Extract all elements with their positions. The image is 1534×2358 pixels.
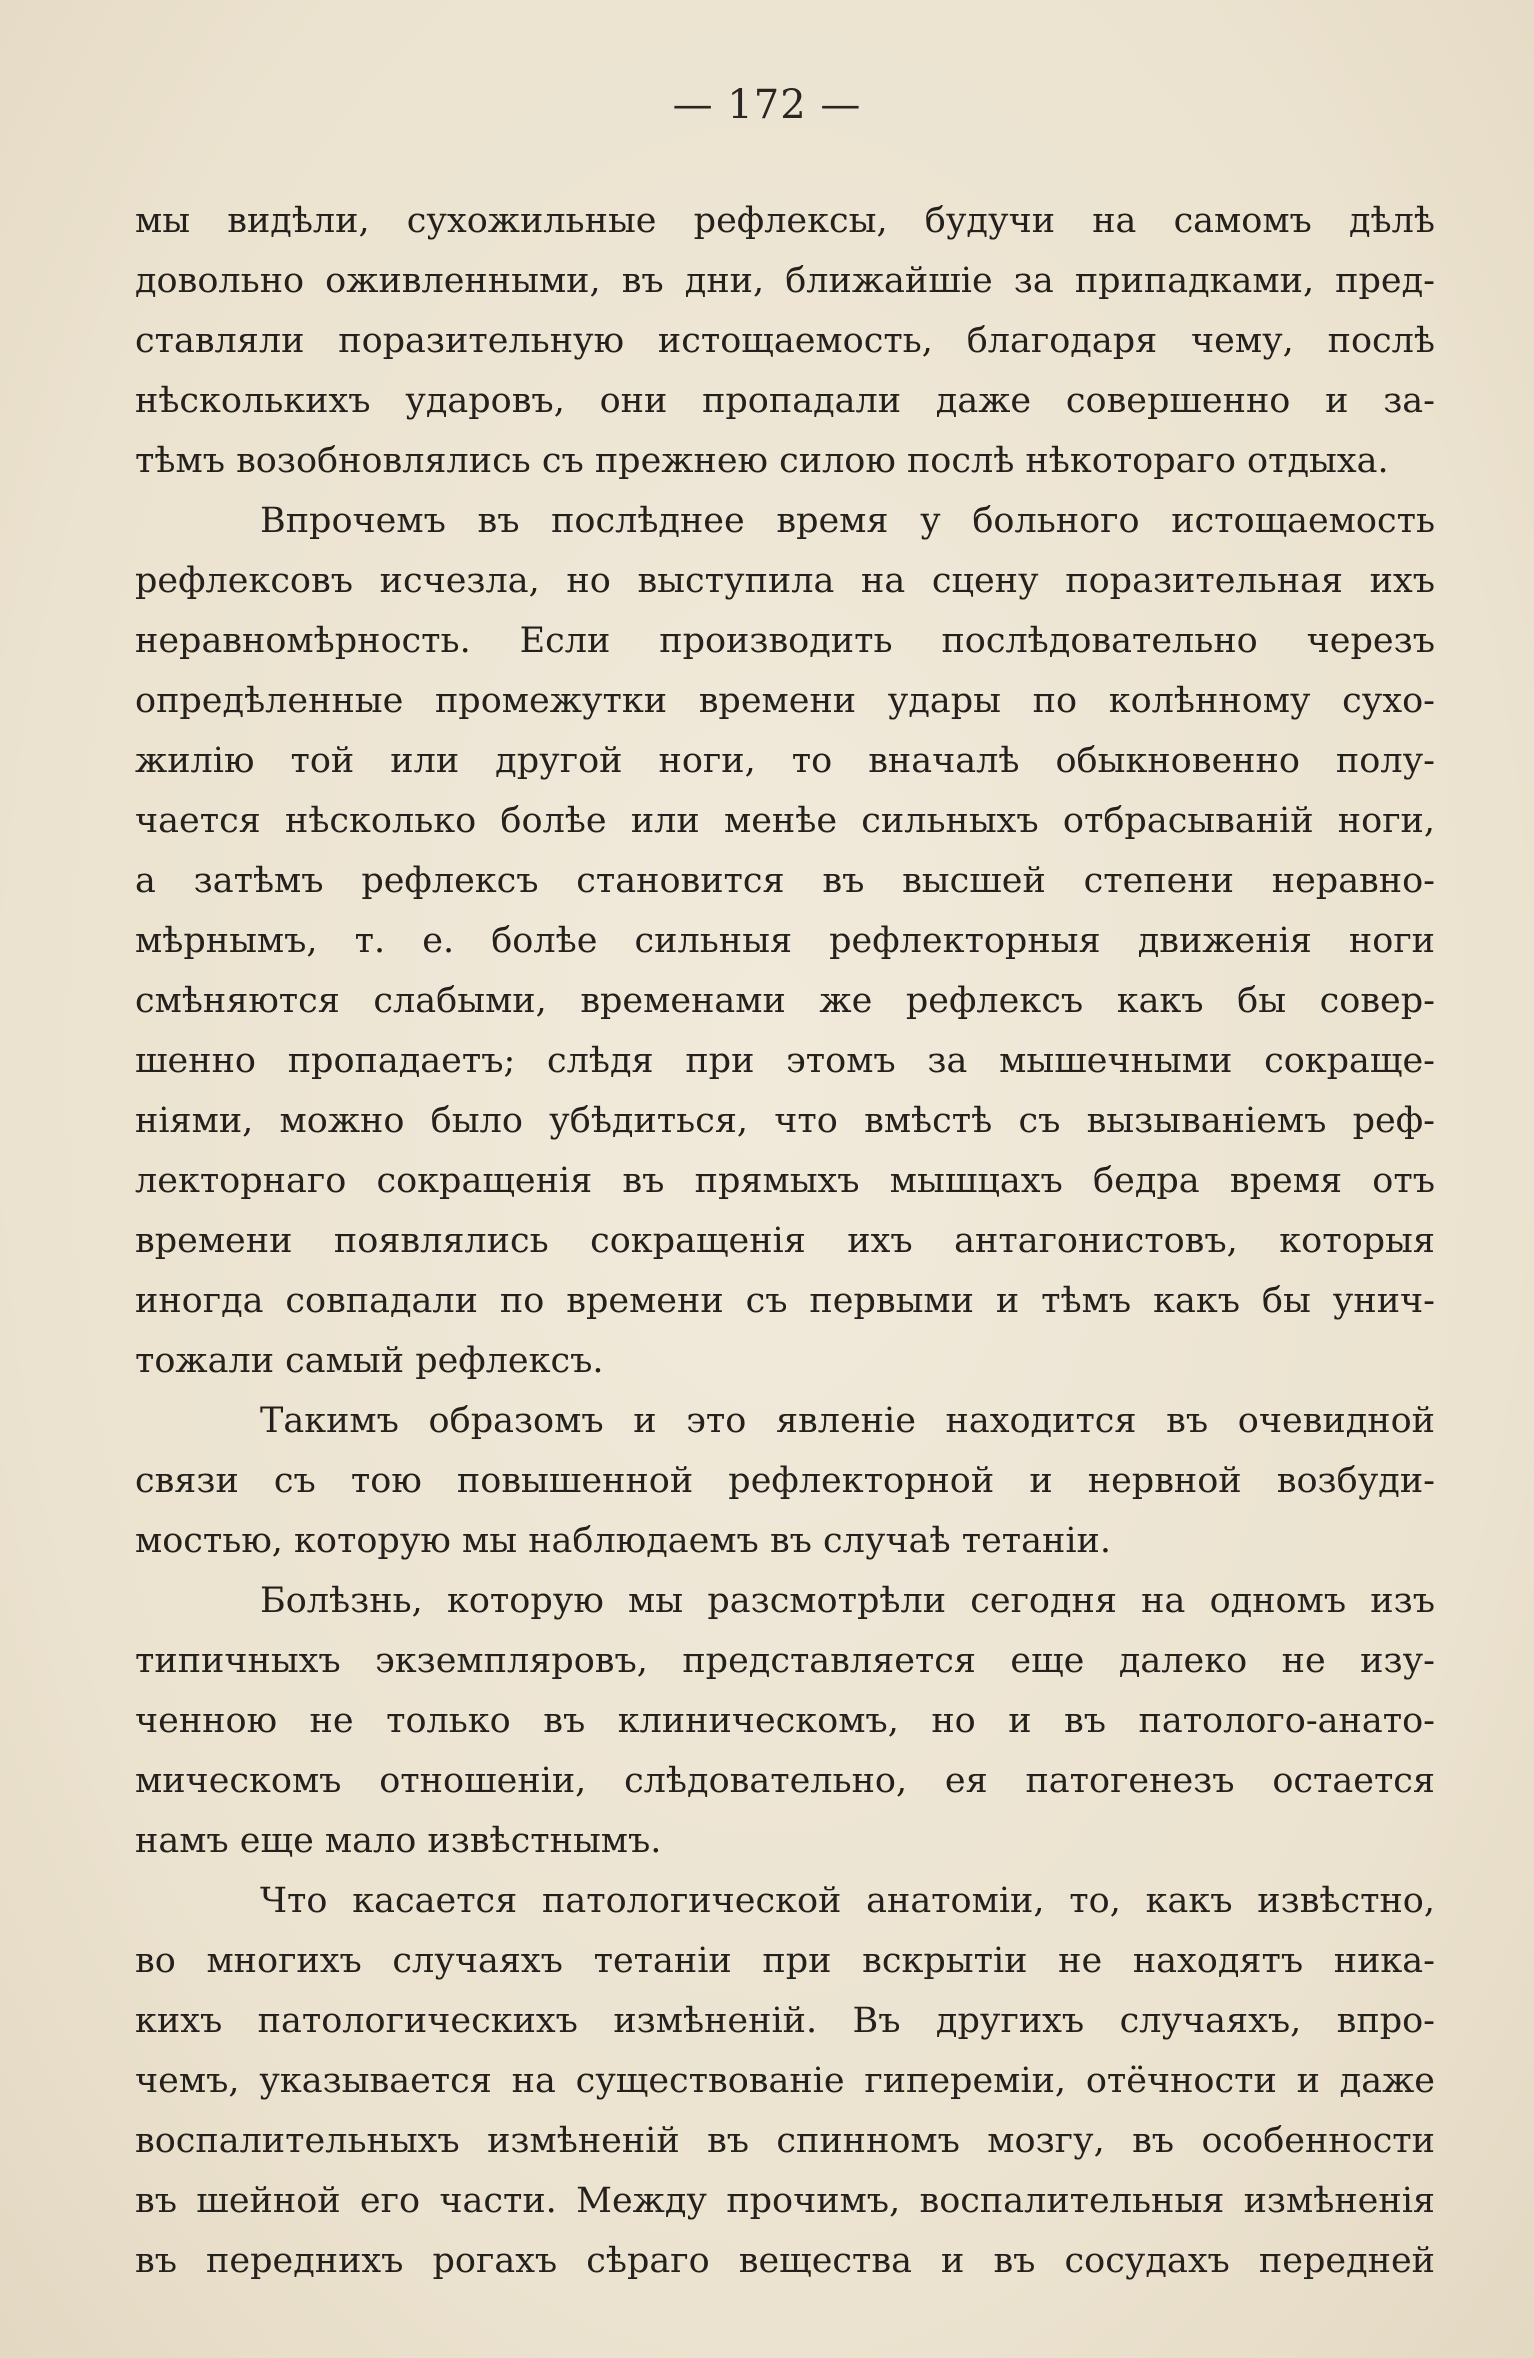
text-line: ченною не только въ клиническомъ, но и въ патолого-анато- [135,1701,1435,1741]
text-line: связи съ тою повышенной рефлекторной и нервной возбуди- [135,1461,1435,1501]
text-line: а затѣмъ рефлексъ становится въ высшей степени неравно- [135,861,1435,901]
text-line: лекторнаго сокращенія въ прямыхъ мышцахъ бедра время отъ [135,1161,1435,1201]
text-line: довольно оживленными, въ дни, ближайшіе за припадками, пред- [135,261,1435,301]
text-line: Что касается патологической анатоміи, то, какъ извѣстно, [260,1881,1435,1921]
text-line: тѣмъ возобновлялись съ прежнею силою послѣ нѣкотораго отдыха. [135,441,1389,481]
text-line: чемъ, указывается на существованіе гипереміи, отёчности и даже [135,2061,1435,2101]
text-line: мическомъ отношеніи, слѣдовательно, ея патогенезъ остается [135,1761,1435,1801]
text-line: смѣняются слабыми, временами же рефлексъ какъ бы совер- [135,981,1435,1021]
text-line: чается нѣсколько болѣе или менѣе сильныхъ отбрасываній ноги, [135,801,1435,841]
text-line: ставляли поразительную истощаемость, благодаря чему, послѣ [135,321,1435,361]
text-line: ніями, можно было убѣдиться, что вмѣстѣ съ вызываніемъ реф- [135,1101,1435,1141]
text-line: въ шейной его части. Между прочимъ, воспалительныя измѣненія [135,2181,1435,2221]
text-line: намъ еще мало извѣстнымъ. [135,1821,662,1861]
text-line: жилію той или другой ноги, то вначалѣ обыкновенно полу- [135,741,1435,781]
text-line: мостью, которую мы наблюдаемъ въ случаѣ тетаніи. [135,1521,1111,1561]
text-line: типичныхъ экземпляровъ, представляется еще далеко не изу- [135,1641,1435,1681]
text-line: во многихъ случаяхъ тетаніи при вскрытіи не находятъ ника- [135,1941,1435,1981]
text-line: мѣрнымъ, т. е. болѣе сильныя рефлекторныя движенія ноги [135,921,1435,961]
text-line: неравномѣрность. Если производить послѣдовательно черезъ [135,621,1435,661]
text-line: опредѣленные промежутки времени удары по колѣнному сухо- [135,681,1435,721]
text-line: воспалительныхъ измѣненій въ спинномъ мозгу, въ особенности [135,2121,1435,2161]
text-line: времени появлялись сокращенія ихъ антагонистовъ, которыя [135,1221,1435,1261]
text-line: тожали самый рефлексъ. [135,1341,604,1381]
text-line: нѣсколькихъ ударовъ, они пропадали даже совершенно и за- [135,381,1435,421]
text-line: шенно пропадаетъ; слѣдя при этомъ за мышечными сокраще- [135,1041,1435,1081]
text-line: Впрочемъ въ послѣднее время у больного истощаемость [260,501,1435,541]
text-line: въ переднихъ рогахъ сѣраго вещества и въ сосудахъ передней [135,2241,1435,2281]
text-line: иногда совпадали по времени съ первыми и тѣмъ какъ бы унич- [135,1281,1435,1321]
text-line: мы видѣли, сухожильные рефлексы, будучи на самомъ дѣлѣ [135,201,1435,241]
body-text [135,191,1435,2291]
text-line: кихъ патологическихъ измѣненій. Въ другихъ случаяхъ, впро- [135,2001,1435,2041]
text-line: рефлексовъ исчезла, но выступила на сцену поразительная ихъ [135,561,1435,601]
text-line: Такимъ образомъ и это явленіе находится въ очевидной [260,1401,1435,1441]
text-line: Болѣзнь, которую мы разсмотрѣли сегодня на одномъ изъ [260,1581,1435,1621]
page-number: — 172 — [672,82,862,128]
